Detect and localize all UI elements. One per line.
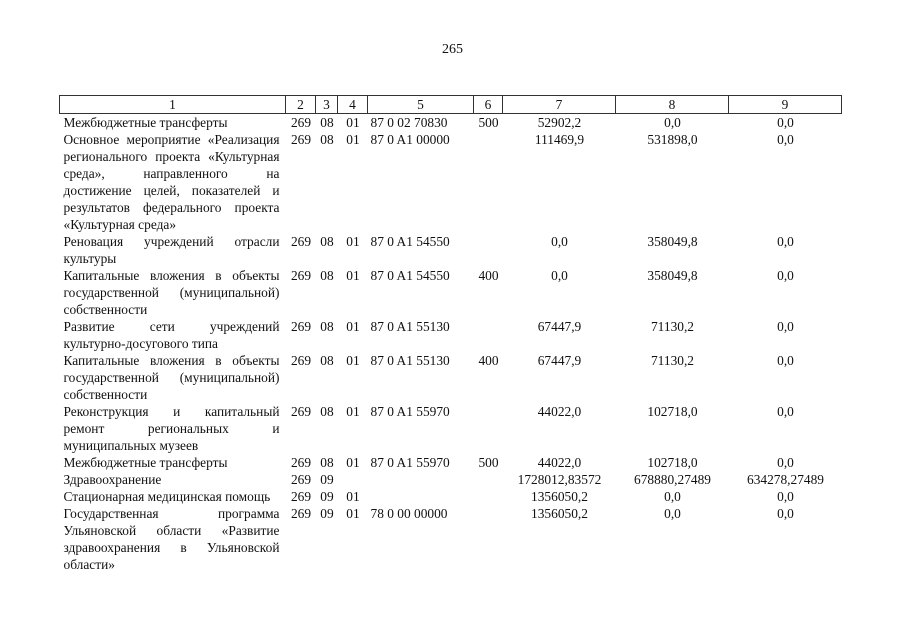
section-code-cell: 08 — [320, 319, 334, 334]
amount-year3-cell: 0,0 — [777, 489, 794, 504]
subsection-code-cell: 01 — [346, 455, 360, 470]
amount-year2-cell: 102718,0 — [647, 455, 698, 470]
amount-year1-cell: 1728012,83572 — [517, 472, 602, 487]
table-row — [60, 471, 842, 488]
amount-year3-cell: 0,0 — [777, 455, 794, 470]
expense-type-cell — [474, 488, 503, 505]
amount-year1-cell: 44022,0 — [537, 404, 582, 419]
subsection-code-cell: 01 — [346, 353, 360, 368]
table-row — [60, 267, 842, 318]
budget-code-cell: 269 — [290, 319, 312, 334]
row-name-cell: Основное мероприятие «Реализация регионального проекта «Культурная среда», направленного на достижение целей, показателей и результатов федерального проекта «Культурная среда» — [63, 132, 280, 232]
amount-year2-cell: 0,0 — [664, 489, 681, 504]
amount-year1-cell: 111469,9 — [534, 132, 585, 147]
amount-year2-cell: 71130,2 — [650, 353, 695, 368]
amount-year1-cell: 44022,0 — [537, 455, 582, 470]
table-row — [60, 403, 842, 454]
table-row — [60, 505, 842, 573]
amount-year2-cell: 678880,27489 — [634, 472, 711, 487]
amount-year1-cell: 0,0 — [551, 234, 568, 249]
expense-type-cell: 400 — [478, 353, 499, 368]
page-number: 265 — [442, 42, 463, 57]
amount-year2-cell: 71130,2 — [650, 319, 695, 334]
subsection-code-cell: 01 — [346, 268, 360, 283]
table-row — [60, 454, 842, 471]
subsection-code-cell: 01 — [346, 319, 360, 334]
row-name-cell: Межбюджетные трансферты — [63, 455, 228, 470]
expense-type-cell — [474, 233, 503, 267]
expense-type-cell — [474, 403, 503, 454]
budget-code-cell: 269 — [290, 472, 312, 487]
section-code-cell: 09 — [320, 472, 334, 487]
subsection-code-cell — [338, 471, 368, 488]
amount-year2-cell: 531898,0 — [647, 132, 698, 147]
amount-year2-cell: 0,0 — [664, 506, 681, 521]
table-row — [60, 114, 842, 132]
target-item-cell: 87 0 A1 55970 — [370, 404, 450, 419]
section-code-cell: 08 — [320, 115, 334, 130]
amount-year3-cell: 0,0 — [777, 268, 794, 283]
budget-code-cell: 269 — [290, 455, 312, 470]
expense-type-cell — [474, 471, 503, 488]
amount-year3-cell: 0,0 — [777, 234, 794, 249]
table-row — [60, 318, 842, 352]
section-code-cell: 08 — [320, 234, 334, 249]
amount-year1-cell: 67447,9 — [537, 319, 582, 334]
section-code-cell: 08 — [320, 455, 334, 470]
row-name-cell: Реконструкция и капитальный ремонт региональных и муниципальных музеев — [63, 404, 280, 453]
target-item-cell: 87 0 A1 54550 — [370, 268, 450, 283]
target-item-cell: 87 0 02 70830 — [370, 115, 448, 130]
target-item-cell: 87 0 A1 54550 — [370, 234, 450, 249]
amount-year2-cell: 358049,8 — [647, 268, 698, 283]
expense-type-cell — [474, 318, 503, 352]
amount-year2-cell: 0,0 — [664, 115, 681, 130]
section-code-cell: 08 — [320, 132, 334, 147]
amount-year3-cell: 634278,27489 — [747, 472, 824, 487]
amount-year3-cell: 0,0 — [777, 132, 794, 147]
budget-code-cell: 269 — [290, 353, 312, 368]
expense-type-cell: 500 — [478, 115, 499, 130]
table-row — [60, 488, 842, 505]
subsection-code-cell: 01 — [346, 115, 360, 130]
amount-year1-cell: 1356050,2 — [531, 489, 588, 504]
subsection-code-cell: 01 — [346, 234, 360, 249]
row-name-cell: Межбюджетные трансферты — [63, 115, 228, 130]
table-row — [60, 131, 842, 233]
column-header: 8 — [616, 96, 729, 114]
column-header: 7 — [503, 96, 616, 114]
budget-code-cell: 269 — [290, 115, 312, 130]
column-header: 2 — [286, 96, 316, 114]
row-name-cell: Реновация учреждений отрасли культуры — [63, 234, 280, 266]
expense-type-cell: 500 — [478, 455, 499, 470]
budget-code-cell: 269 — [290, 132, 312, 147]
section-code-cell: 09 — [320, 506, 334, 521]
column-header: 3 — [316, 96, 338, 114]
amount-year2-cell: 102718,0 — [647, 404, 698, 419]
column-header: 6 — [474, 96, 503, 114]
amount-year3-cell: 0,0 — [777, 506, 794, 521]
target-item-cell: 87 0 A1 55130 — [370, 319, 450, 334]
column-header: 4 — [338, 96, 368, 114]
column-header: 1 — [60, 96, 286, 114]
budget-code-cell: 269 — [290, 268, 312, 283]
subsection-code-cell: 01 — [346, 404, 360, 419]
table-row — [60, 233, 842, 267]
budget-code-cell: 269 — [290, 489, 312, 504]
row-name-cell: Стационарная медицинская помощь — [63, 489, 271, 504]
column-header: 9 — [729, 96, 842, 114]
section-code-cell: 08 — [320, 268, 334, 283]
row-name-cell: Государственная программа Ульяновской области «Развитие здравоохранения в Ульяновской области» — [63, 506, 280, 572]
budget-table — [59, 95, 842, 573]
amount-year1-cell: 67447,9 — [537, 353, 582, 368]
amount-year3-cell: 0,0 — [777, 319, 794, 334]
amount-year3-cell: 0,0 — [777, 353, 794, 368]
table-row — [60, 352, 842, 403]
subsection-code-cell: 01 — [346, 489, 360, 504]
amount-year1-cell: 1356050,2 — [531, 506, 588, 521]
target-item-cell: 78 0 00 00000 — [370, 506, 448, 521]
budget-code-cell: 269 — [290, 404, 312, 419]
amount-year3-cell: 0,0 — [777, 115, 794, 130]
column-header: 5 — [368, 96, 474, 114]
budget-code-cell: 269 — [290, 234, 312, 249]
table-header-row — [60, 96, 842, 114]
expense-type-cell — [474, 505, 503, 573]
row-name-cell: Развитие сети учреждений культурно-досугового типа — [63, 319, 280, 351]
amount-year1-cell: 0,0 — [551, 268, 568, 283]
row-name-cell: Здравоохранение — [63, 472, 162, 487]
subsection-code-cell: 01 — [346, 506, 360, 521]
subsection-code-cell: 01 — [346, 132, 360, 147]
section-code-cell: 09 — [320, 489, 334, 504]
expense-type-cell: 400 — [478, 268, 499, 283]
target-item-cell: 87 0 A1 00000 — [370, 132, 450, 147]
amount-year1-cell: 52902,2 — [537, 115, 582, 130]
target-item-cell — [368, 488, 474, 505]
target-item-cell: 87 0 A1 55130 — [370, 353, 450, 368]
row-name-cell: Капитальные вложения в объекты государственной (муниципальной) собственности — [63, 353, 280, 402]
budget-code-cell: 269 — [290, 506, 312, 521]
expense-type-cell — [474, 131, 503, 233]
target-item-cell: 87 0 A1 55970 — [370, 455, 450, 470]
row-name-cell: Капитальные вложения в объекты государственной (муниципальной) собственности — [63, 268, 280, 317]
amount-year2-cell: 358049,8 — [647, 234, 698, 249]
section-code-cell: 08 — [320, 404, 334, 419]
target-item-cell — [368, 471, 474, 488]
amount-year3-cell: 0,0 — [777, 404, 794, 419]
section-code-cell: 08 — [320, 353, 334, 368]
